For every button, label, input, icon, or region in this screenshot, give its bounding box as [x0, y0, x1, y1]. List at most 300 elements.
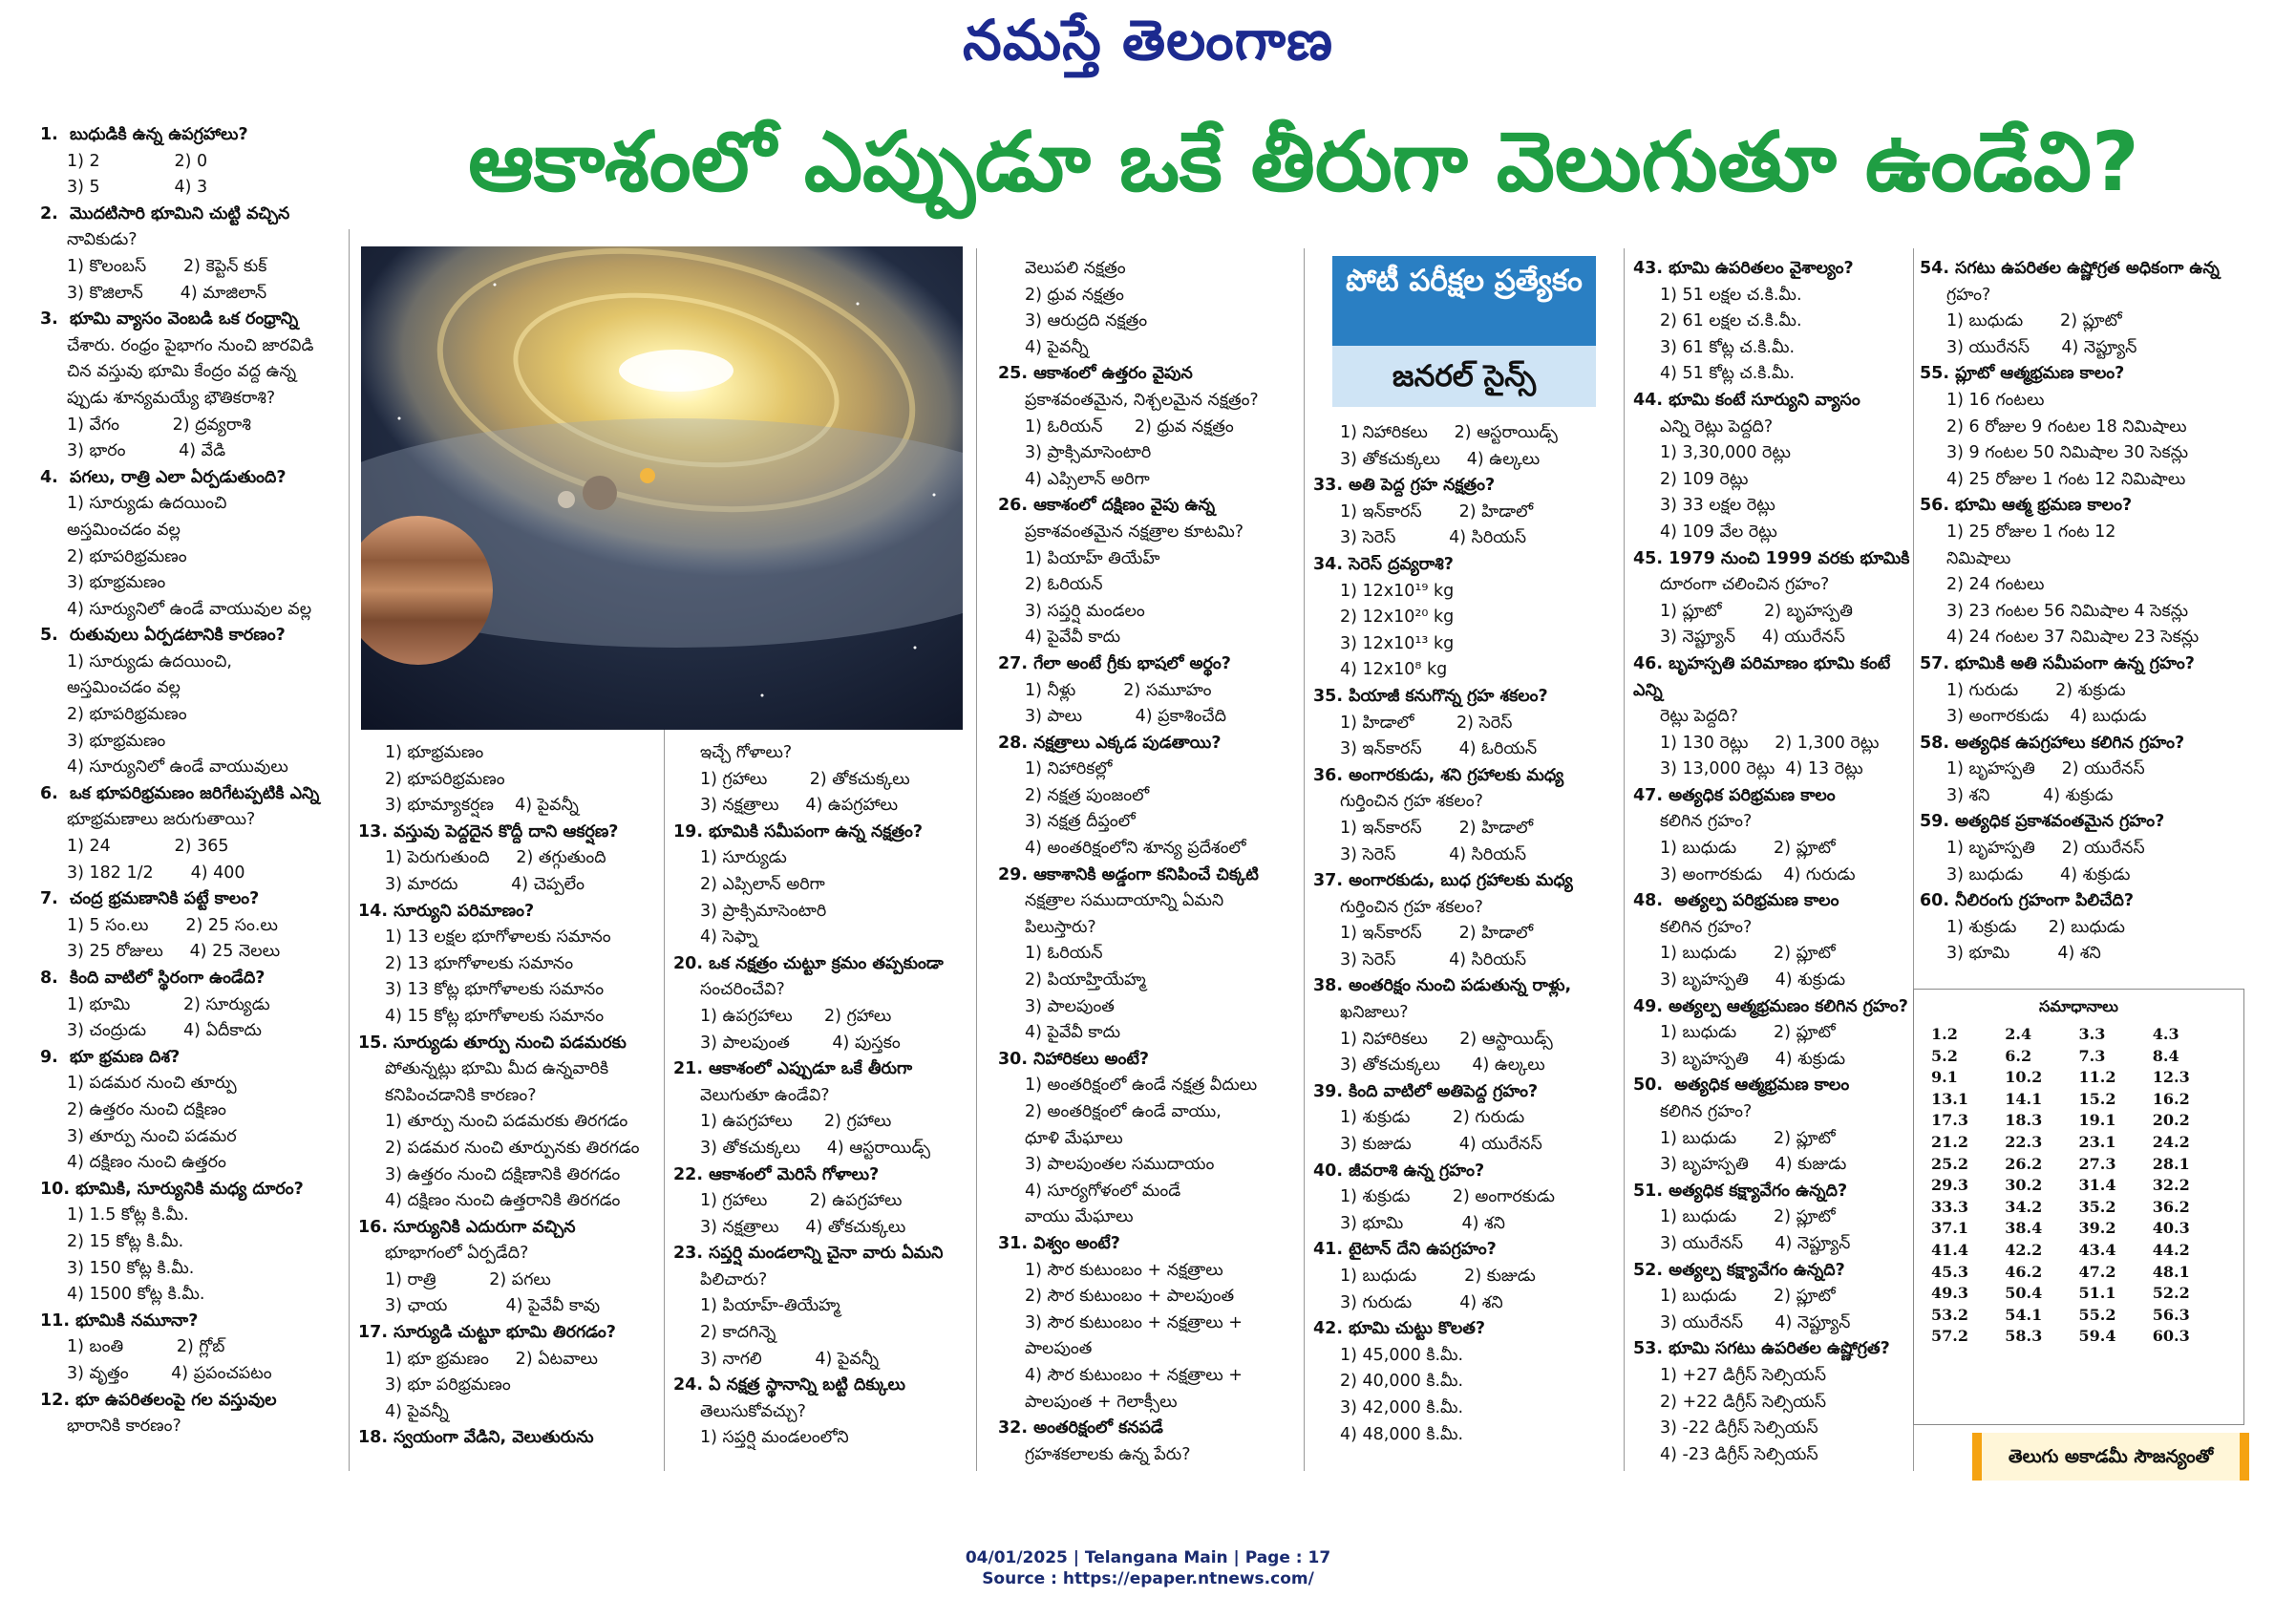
answer-option-line: 1) బుధుడు 2) ప్లూటో [1946, 311, 2122, 331]
answer-option-line: 3) నక్షత్రాలు 4) తోకచుక్కలు [700, 1217, 906, 1237]
question-line: 57. భూమికి అతి సమీపంగా ఉన్న గ్రహం? [1920, 653, 2195, 673]
question-line: నావికుడు? [67, 230, 138, 250]
answer-key: 38.4 [2005, 1219, 2043, 1238]
answer-option-line: 3) భూభ్రమణం [67, 731, 166, 751]
answer-option-line: 1) బుధుడు 2) ప్లూటో [1660, 1287, 1836, 1307]
question-line: ప్రకాశవంతమైన, నిశ్చలమైన నక్షత్రం? [1025, 390, 1259, 410]
question-line: 17. సూర్యుడి చుట్టూ భూమి తిరగడం? [358, 1323, 616, 1343]
question-line: కలిగిన గ్రహం? [1660, 1102, 1753, 1121]
question-line: 19. భూమికి సమీపంగా ఉన్న నక్షత్రం? [673, 821, 924, 842]
answer-option-line: 2) 12x10²⁰ kg [1340, 607, 1455, 628]
answer-option-line: 1) బుధుడు 2) ప్లూటో [1660, 944, 1836, 964]
answer-option-line: 3) ఇన్‌కారస్ 4) ఓరియన్ [1340, 739, 1538, 759]
answer-option-line: 1) సూర్యుడు ఉదయించి, [67, 651, 232, 671]
question-line: చిన వస్తువు భూమి కేంద్రం వద్ద ఉన్న [67, 362, 297, 382]
answer-key: 27.3 [2078, 1154, 2116, 1173]
question-line: దూరంగా చలించిన గ్రహం? [1660, 575, 1830, 595]
answer-key: 51.1 [2078, 1284, 2116, 1303]
answer-key: 45.3 [1931, 1262, 1968, 1281]
footer-source: Source : https://epaper.ntnews.com/ [982, 1569, 1314, 1588]
answer-option-line: 3) మారదు 4) చెప్పలేం [385, 874, 585, 894]
question-line: గుర్తించిన గ్రహ శకలం? [1340, 792, 1483, 812]
answer-option-line: 3) భూభ్రమణం [67, 573, 166, 593]
question-line: గుర్తించిన గ్రహ శకలం? [1340, 897, 1483, 917]
answer-option-line: 1) గురుడు 2) శుక్రుడు [1946, 680, 2126, 700]
answer-option-line: 2) 61 లక్షల చ.కి.మీ. [1660, 311, 1802, 331]
answer-key: 34.2 [2005, 1197, 2043, 1216]
question-line: 16. సూర్యునికి ఎదురుగా వచ్చిన [358, 1217, 576, 1237]
answer-option-line: 3) భూమి 4) శని [1340, 1213, 1505, 1233]
question-line: 59. అత్యధిక ప్రకాశవంతమైన గ్రహం? [1920, 812, 2165, 832]
answer-option-line: 1) పియాహ్ తియేహ్ [1025, 548, 1160, 568]
question-line: 46. బృహస్పతి పరిమాణం భూమి కంటే ఎన్ని [1633, 653, 1897, 700]
answer-key: 7.3 [2078, 1046, 2106, 1065]
question-line: 44. భూమి కంటే సూర్యుని వ్యాసం [1633, 390, 1860, 410]
galaxy-illustration [361, 246, 963, 730]
answer-option-line: 1) +27 డిగ్రీస్ సెల్సియస్ [1660, 1365, 1827, 1385]
question-line: 60. నీలిరంగు గ్రహంగా పిలిచేది? [1920, 891, 2135, 911]
answer-option-line: 3) భారం 4) వేడి [67, 441, 226, 461]
banner-subject: జనరల్ సైన్స్ [1332, 346, 1596, 407]
answer-option-line: అస్తమించడం వల్ల [67, 678, 181, 698]
answer-key: 48.1 [2152, 1262, 2190, 1281]
question-line: 3. భూమి వ్యాసం వెంబడి ఒక రంధ్రాన్ని [40, 309, 299, 330]
answer-key: 6.2 [2005, 1046, 2032, 1065]
answer-option-line: 3) బృహస్పతి 4) శుక్రుడు [1660, 1049, 1846, 1069]
column-divider [1304, 248, 1305, 1471]
answer-option-line: 3) పాలు 4) ప్రకాశించేది [1025, 707, 1226, 727]
answer-option-line: 1) పెరుగుతుంది 2) తగ్గుతుంది [385, 848, 606, 868]
answer-option-line: 1) 2 2) 0 [67, 151, 208, 171]
answer-option-line: 1) ఓరియన్ [1025, 944, 1103, 964]
question-line: 4. పగలు, రాత్రి ఎలా ఏర్పడుతుంది? [40, 467, 287, 487]
answer-option-line: 1) 45,000 కి.మీ. [1340, 1345, 1464, 1365]
question-line: 12. భూ ఉపరితలంపై గల వస్తువుల [40, 1390, 277, 1410]
answer-key: 57.2 [1931, 1327, 1968, 1346]
answer-option-line: 3) ప్రాక్సిమాసెంటారి [1025, 443, 1152, 463]
question-line: 14. సూర్యుని పరిమాణం? [358, 901, 535, 921]
answer-option-line: 2) ఎప్సిలాన్ అరిగా [700, 874, 825, 894]
answer-key: 19.1 [2078, 1111, 2116, 1130]
answer-key: 43.4 [2078, 1240, 2116, 1259]
answer-option-line: 3) 12x10¹³ kg [1340, 633, 1455, 653]
answer-option-line: 4) 15 కోట్ల భూగోళాలకు సమానం [385, 1006, 605, 1026]
answer-option-line: 3) బృహస్పతి 4) కుజుడు [1660, 1155, 1847, 1175]
question-line: 18. స్వయంగా వేడిని, వెలుతురును [358, 1428, 594, 1448]
answer-option-line: 1) భూభ్రమణం [385, 743, 484, 762]
answer-option-line: 4) పైవన్నీ [385, 1401, 449, 1421]
answer-key: 31.4 [2078, 1176, 2116, 1195]
answer-option-line: 3) సెరెస్ 4) సిరియస్ [1340, 528, 1527, 548]
answer-option-line: 3) 33 లక్షల రెట్లు [1660, 496, 1775, 516]
answer-key: 39.2 [2078, 1219, 2116, 1238]
answer-option-line: 3) యురేనస్ 4) నెప్ట్యూన్ [1946, 337, 2137, 357]
question-line: వెలుగుతూ ఉండేవి? [700, 1085, 830, 1105]
answer-option-line: 1) బృహస్పతి 2) యురేనస్ [1946, 839, 2145, 859]
answer-option-line: 4) పైవన్నీ [1025, 337, 1089, 357]
answer-key: 30.2 [2005, 1176, 2043, 1195]
answer-key: 21.2 [1931, 1132, 1968, 1151]
answer-option-line: 1) 51 లక్షల చ.కి.మీ. [1660, 285, 1802, 305]
answer-option-line: 4) ఎప్సిలాన్ అరిగా [1025, 469, 1150, 489]
question-line: 41. టైటాన్ దేని ఉపగ్రహం? [1313, 1240, 1497, 1260]
answer-option-line: 1) నిహారికల్లో [1025, 759, 1113, 779]
answer-option-line: 4) పైవేవీ కాదు [1025, 628, 1120, 648]
question-line: ఖనిజాలు? [1340, 1003, 1409, 1023]
question-line: 40. జీవరాశి ఉన్న గ్రహం? [1313, 1161, 1485, 1181]
question-line: 9. భూ భ్రమణ దిశ? [40, 1047, 181, 1067]
answer-option-line: 3) ఛాయ 4) పైవేవీ కావు [385, 1296, 601, 1316]
answer-option-line: 4) సూర్యగోళంలో మండే [1025, 1181, 1181, 1201]
questions-column-3 [673, 740, 977, 1452]
question-line: 25. ఆకాశంలో ఉత్తరం వైపున [998, 364, 1193, 384]
answer-option-line: 1) గ్రహాలు 2) తోకచుక్కలు [700, 769, 910, 789]
answer-key: 60.3 [2152, 1327, 2190, 1346]
question-line: 45. 1979 నుంచి 1999 వరకు భూమికి [1633, 548, 1910, 568]
answer-key: 15.2 [2078, 1089, 2116, 1108]
questions-column-5 [1313, 420, 1624, 1448]
questions-column-2 [358, 740, 662, 1452]
question-line: 8. కింది వాటిలో స్థిరంగా ఉండేది? [40, 969, 266, 988]
answer-option-line: 4) సెఫ్నా [700, 927, 758, 948]
answer-option-line: 3) యురేనస్ 4) నెప్ట్యూన్ [1660, 1233, 1851, 1253]
answer-option-line: 3) తోకచుక్కలు 4) ఉల్కలు [1340, 1055, 1545, 1076]
answer-option-line: 4) పైవేవీ కాదు [1025, 1023, 1120, 1043]
answer-option-line: 1) సౌర కుటుంబం + నక్షత్రాలు [1025, 1260, 1223, 1280]
answer-option-line: 3) నక్షత్రాలు 4) ఉపగ్రహాలు [700, 796, 899, 816]
question-line: 35. పియాజీ కనుగొన్న గ్రహ శకలం? [1313, 686, 1548, 706]
answer-option-line: 2) ధ్రువ నక్షత్రం [1025, 285, 1124, 305]
answer-option-line: 3) భూమ్యాకర్షణ 4) పైవన్నీ [385, 796, 579, 816]
question-line: ఎన్ని రెట్లు పెద్దది? [1660, 416, 1774, 437]
question-line: పోతున్నట్లు భూమి మీద ఉన్నవారికి [385, 1059, 609, 1079]
questions-column-7 [1920, 256, 2283, 968]
answer-key: 40.3 [2152, 1219, 2190, 1238]
questions-column-6 [1633, 256, 1910, 1468]
answer-key: 2.4 [2005, 1025, 2032, 1043]
answer-key: 1.2 [1931, 1025, 1958, 1043]
answer-option-line: 1) పియాహ్-తియేహ్మ [700, 1296, 840, 1316]
answer-option-line: 1) రాత్రి 2) పగలు [385, 1269, 551, 1289]
footer-date-edition: 04/01/2025 | Telangana Main | Page : 17 [965, 1548, 1331, 1567]
answer-key: 24.2 [2152, 1132, 2190, 1151]
question-line: 58. అత్యధిక ఉపగ్రహాలు కలిగిన గ్రహం? [1920, 733, 2185, 753]
column-divider [349, 229, 350, 1471]
question-line: భారానికి కారణం? [67, 1417, 181, 1437]
answer-option-line: 3) ఆరుద్రది నక్షత్రం [1025, 311, 1148, 331]
answer-key: 10.2 [2005, 1068, 2043, 1087]
answer-option-line: 3) తూర్పు నుంచి పడమర [67, 1126, 237, 1146]
answers-box [1913, 989, 2244, 1425]
answer-option-line: 3) సౌర కుటుంబం + నక్షత్రాలు + [1025, 1312, 1243, 1332]
answer-option-line: 1) ఉపగ్రహాలు 2) గ్రహాలు [700, 1006, 892, 1026]
answer-option-line: 4) 109 వేల రెట్లు [1660, 522, 1777, 542]
answer-key: 36.2 [2152, 1197, 2190, 1216]
question-line: 52. అత్యల్ప కక్ష్యావేగం ఉన్నది? [1633, 1260, 1845, 1280]
answer-option-line: 1) నిహారికలు 2) ఆస్టరాయిడ్స్ [1340, 423, 1558, 442]
question-line: ప్రకాశవంతమైన నక్షత్రాల కూటమి? [1025, 522, 1244, 542]
answer-option-line: 1) శుక్రుడు 2) అంగారకుడు [1340, 1187, 1555, 1207]
answer-option-line: 4) సూర్యునిలో ఉండే వాయువుల వల్ల [67, 599, 312, 619]
answer-option-line: 3) చంద్రుడు 4) ఏదీకాదు [67, 1021, 262, 1041]
answer-option-line: 1) భూమి 2) సూర్యుడు [67, 994, 270, 1014]
question-line: 10. భూమికి, సూర్యునికి మధ్య దూరం? [40, 1179, 304, 1199]
question-line: 37. అంగారకుడు, బుధ గ్రహాలకు మధ్య [1313, 871, 1573, 891]
answer-key: 42.2 [2005, 1240, 2043, 1259]
answer-option-line: 1) పడమర నుంచి తూర్పు [67, 1074, 237, 1094]
question-line: పిలిచారు? [700, 1269, 768, 1289]
question-line: భూభాగంలో ఏర్పడేది? [385, 1244, 529, 1264]
answer-option-line: 1) బుధుడు 2) ప్లూటో [1660, 1128, 1836, 1148]
answer-option-line: 1) వేగం 2) ద్రవ్యరాశి [67, 415, 251, 435]
answer-key: 17.3 [1931, 1111, 1968, 1130]
answer-option-line: 3) వృత్తం 4) ప్రపంచపటం [67, 1363, 272, 1383]
answer-option-line: 3) బుధుడు 4) శుక్రుడు [1946, 864, 2131, 884]
banner-title: పోటీ పరీక్షల ప్రత్యేకం [1332, 256, 1596, 346]
answer-option-line: 1) 130 రెట్లు 2) 1,300 రెట్లు [1660, 733, 1880, 753]
answer-key: 20.2 [2152, 1111, 2190, 1130]
answer-option-line: 4) దక్షిణం నుంచి ఉత్తరానికి తిరగడం [385, 1191, 621, 1211]
question-line: చేశారు. రంధ్రం పైభాగం నుంచి జారవిడి [67, 335, 314, 355]
answer-option-line: 2) భూపరిభ్రమణం [67, 705, 187, 725]
answer-option-line: 1) సప్తర్షి మండలంలోని [700, 1428, 849, 1448]
answer-option-line: 3) కుజుడు 4) యురేనస్ [1340, 1135, 1542, 1155]
answer-option-line: 1) బుధుడు 2) ప్లూటో [1660, 1023, 1836, 1043]
answer-option-line: 3) నెప్ట్యూన్ 4) యురేనస్ [1660, 628, 1845, 648]
question-line: 42. భూమి చుట్టు కొలత? [1313, 1319, 1486, 1339]
answer-key: 32.2 [2152, 1176, 2190, 1195]
answer-option-line: 1) 16 గంటలు [1946, 390, 2045, 410]
answer-option-line: 1) శుక్రుడు 2) గురుడు [1340, 1108, 1525, 1128]
question-line: 6. ఒక భూపరిభ్రమణం జరిగేటప్పటికి ఎన్ని [40, 783, 320, 803]
answer-option-line: ధూళి మేఘాలు [1025, 1128, 1123, 1148]
question-line: కలిగిన గ్రహం? [1660, 812, 1753, 832]
answer-option-line: 3) సప్తర్షి మండలం [1025, 601, 1145, 621]
question-line: 29. ఆకాశానికి అడ్డంగా కనిపించే చిక్కటి [998, 864, 1259, 884]
answer-option-line: 1) 13 లక్షల భూగోళాలకు సమానం [385, 927, 611, 948]
answer-option-line: 3) బృహస్పతి 4) శుక్రుడు [1660, 970, 1846, 991]
question-line: 50. అత్యధిక ఆత్మభ్రమణ కాలం [1633, 1076, 1850, 1096]
answer-key: 59.4 [2078, 1327, 2116, 1346]
answer-option-line: 1) 1.5 కోట్ల కి.మీ. [67, 1205, 189, 1225]
answer-key: 23.1 [2078, 1132, 2116, 1151]
answer-key: 55.2 [2078, 1305, 2116, 1324]
answer-option-line: 4) అంతరిక్షంలోని శూన్య ప్రదేశంలో [1025, 839, 1246, 859]
answer-option-line: 3) 42,000 కి.మీ. [1340, 1397, 1464, 1417]
answer-key: 5.2 [1931, 1046, 1958, 1065]
question-line: 5. రుతువులు ఏర్పడటానికి కారణం? [40, 626, 286, 646]
answer-option-line: 3) 13 కోట్ల భూగోళాలకు సమానం [385, 980, 605, 1000]
question-line: 48. అత్యల్ప పరిభ్రమణ కాలం [1633, 891, 1839, 911]
question-line: 53. భూమి సగటు ఉపరితల ఉష్ణోగ్రత? [1633, 1339, 1890, 1359]
question-line: కనిపించడానికి కారణం? [385, 1085, 537, 1105]
question-line: 51. అత్యధిక కక్ష్యావేగం ఉన్నది? [1633, 1181, 1848, 1201]
question-line: 32. అంతరిక్షంలో కనపడే [998, 1418, 1163, 1438]
answer-option-line: వెలుపలి నక్షత్రం [1025, 259, 1126, 278]
question-line: 31. విశ్వం అంటే? [998, 1233, 1120, 1253]
answer-key: 28.1 [2152, 1154, 2190, 1173]
answer-option-line: 2) సౌర కుటుంబం + పాలపుంత [1025, 1287, 1235, 1307]
answer-option-line: 2) పియాహ్తియేహ్మ [1025, 970, 1146, 991]
answer-option-line: 3) 25 రోజులు 4) 25 నెలలు [67, 942, 281, 962]
column-divider [1624, 248, 1625, 1471]
question-line: 28. నక్షత్రాలు ఎక్కడ పుడతాయి? [998, 733, 1222, 753]
question-line: 27. గేలా అంటే గ్రీకు భాషలో అర్థం? [998, 653, 1231, 673]
answer-option-line: 3) 150 కోట్ల కి.మీ. [67, 1258, 195, 1278]
question-line: పిలుస్తారు? [1025, 917, 1096, 937]
answer-key: 46.2 [2005, 1262, 2043, 1281]
answer-option-line: 4) 24 గంటల 37 నిమిషాల 23 సెకన్లు [1946, 628, 2200, 648]
answer-option-line: 1) బుధుడు 2) ప్లూటో [1660, 1207, 1836, 1227]
answer-option-line: 1) నిహారికలు 2) ఆస్టాయిడ్స్ [1340, 1029, 1553, 1049]
answer-option-line: 3) 13,000 రెట్లు 4) 13 రెట్లు [1660, 759, 1863, 779]
question-line: గ్రహశకలాలకు ఉన్న పేరు? [1025, 1444, 1191, 1464]
answer-option-line: 1) ఇన్‌కారస్ 2) హిడాలో [1340, 501, 1534, 522]
answer-key: 56.3 [2152, 1305, 2190, 1324]
answer-option-line: 1) తూర్పు నుంచి పడమరకు తిరగడం [385, 1112, 628, 1132]
answer-option-line: పాలపుంత + గెలాక్సీలు [1025, 1392, 1178, 1412]
masthead-logo: నమస్తే తెలంగాణ [963, 8, 1333, 73]
answer-option-line: 4) దక్షిణం నుంచి ఉత్తరం [67, 1153, 226, 1173]
answer-option-line: 1) ఇన్‌కారస్ 2) హిడాలో [1340, 924, 1534, 944]
answer-option-line: 1) భూ భ్రమణం 2) ఏటవాలు [385, 1349, 598, 1369]
question-line: 2. మొదటిసారి భూమిని చుట్టి వచ్చిన [40, 203, 290, 224]
answer-option-line: 3) భూమి 4) శని [1946, 944, 2101, 964]
answer-option-line: 3) తోకచుక్కలు 4) ఉల్కలు [1340, 449, 1541, 469]
answer-option-line: 1) ప్లూటో 2) బృహస్పతి [1660, 601, 1853, 621]
answer-key: 52.2 [2152, 1284, 2190, 1303]
answer-option-line: 3) కొజిలాన్ 4) మాజిలాన్ [67, 283, 267, 303]
question-line: 22. ఆకాశంలో మెరిసే గోళాలు? [673, 1164, 880, 1184]
question-line: 49. అత్యల్ప ఆత్మభ్రమణం కలిగిన గ్రహం? [1633, 996, 1908, 1016]
question-line: 15. సూర్యుడు తూర్పు నుంచి పడమరకు [358, 1033, 627, 1053]
question-line: 55. ప్లూటో ఆత్మభ్రమణ కాలం? [1920, 364, 2125, 384]
answer-option-line: 3) తోకచుక్కలు 4) ఆస్టరాయిడ్స్ [700, 1138, 930, 1158]
answer-option-line: 2) 15 కోట్ల కి.మీ. [67, 1231, 184, 1251]
section-banner [1332, 256, 1596, 407]
answer-key: 22.3 [2005, 1132, 2043, 1151]
answer-key: 11.2 [2078, 1068, 2116, 1087]
question-line: 56. భూమి ఆత్మ భ్రమణ కాలం? [1920, 496, 2133, 516]
page-footer [0, 1547, 2296, 1589]
answer-option-line: 1) కొలంబస్ 2) కెప్టెన్ కుక్ [67, 256, 267, 276]
answer-key: 26.2 [2005, 1154, 2043, 1173]
answer-option-line: 3) ఉత్తరం నుంచి దక్షిణానికి తిరగడం [385, 1164, 621, 1184]
question-line: 1. బుధుడికి ఉన్న ఉపగ్రహాలు? [40, 125, 248, 144]
answer-option-line: 3) గురుడు 4) శని [1340, 1292, 1503, 1312]
answer-key: 25.2 [1931, 1154, 1968, 1173]
answer-option-line: 4) 1500 కోట్ల కి.మీ. [67, 1285, 205, 1305]
question-line: 23. సప్తర్షి మండలాన్ని చైనా వారు ఏమని [673, 1244, 944, 1264]
answer-option-line: 1) బంతి 2) గ్లోబ్ [67, 1337, 225, 1357]
question-line: 43. భూమి ఉపరితలం వైశాల్యం? [1633, 259, 1854, 278]
answer-option-line: 1) 3,30,000 రెట్లు [1660, 443, 1791, 463]
answer-key: 12.3 [2152, 1068, 2190, 1087]
answer-option-line: 1) 24 2) 365 [67, 837, 229, 857]
answer-key: 16.2 [2152, 1089, 2190, 1108]
answer-option-line: 1) బుధుడు 2) కుజుడు [1340, 1267, 1536, 1286]
answer-key: 29.3 [1931, 1176, 1968, 1195]
answer-option-line: 2) ఉత్తరం నుంచి దక్షిణం [67, 1099, 226, 1119]
answer-option-line: 2) అంతరిక్షంలో ఉండే వాయు, [1025, 1102, 1222, 1121]
question-line: రెట్లు పెద్దది? [1660, 707, 1738, 727]
answer-option-line: 4) 12x10⁸ kg [1340, 660, 1448, 680]
answer-option-line: 4) 51 కోట్ల చ.కి.మీ. [1660, 364, 1796, 384]
answer-option-line: 1) నీళ్లు 2) సమూహం [1025, 680, 1212, 700]
answer-option-line: 1) ఇన్‌కారస్ 2) హిడాలో [1340, 818, 1534, 838]
question-line: 30. నిహారికలు అంటే? [998, 1049, 1150, 1069]
answer-option-line: 3) అంగారకుడు 4) బుధుడు [1946, 707, 2147, 727]
answer-option-line: 1) ఓరియన్ 2) ధ్రువ నక్షత్రం [1025, 416, 1234, 437]
answer-option-line: 3) శని 4) శుక్రుడు [1946, 785, 2114, 805]
answer-key: 3.3 [2078, 1025, 2106, 1043]
answer-option-line: 3) అంగారకుడు 4) గురుడు [1660, 864, 1856, 884]
answer-option-line: 3) భూ పరిభ్రమణం [385, 1375, 511, 1396]
answer-option-line: 1) శుక్రుడు 2) బుధుడు [1946, 917, 2125, 937]
question-line: 36. అంగారకుడు, శని గ్రహాలకు మధ్య [1313, 765, 1564, 785]
answer-option-line: 4) సౌర కుటుంబం + నక్షత్రాలు + [1025, 1365, 1243, 1385]
answer-option-line: 2) 24 గంటలు [1946, 575, 2045, 595]
answer-option-line: 1) 5 సం.లు 2) 25 సం.లు [67, 915, 278, 935]
answer-key: 49.3 [1931, 1284, 1968, 1303]
answer-key: 13.1 [1931, 1089, 1968, 1108]
answer-option-line: పాలపుంత [1025, 1339, 1093, 1359]
question-line: సంచరించేవి? [700, 980, 785, 1000]
answer-option-line: 3) ప్రాక్సిమాసెంటారి [700, 901, 827, 921]
question-line: 47. అత్యధిక పరిభ్రమణ కాలం [1633, 785, 1836, 805]
question-line: ఇచ్చే గోళాలు? [700, 743, 793, 762]
answer-key: 53.2 [1931, 1305, 1968, 1324]
answer-option-line: 2) భూపరిభ్రమణం [67, 546, 187, 566]
answer-option-line: 3) 182 1/2 4) 400 [67, 863, 245, 883]
question-line: తెలుసుకోవచ్చు? [700, 1401, 806, 1421]
answer-key: 4.3 [2152, 1025, 2179, 1043]
answer-option-line: 2) భూపరిభ్రమణం [385, 769, 505, 789]
answer-option-line: 2) కాదగిన్నె [700, 1323, 776, 1343]
answer-option-line: 1) అంతరిక్షంలో ఉండే నక్షత్ర వీదులు [1025, 1076, 1258, 1096]
answer-option-line: 2) నక్షత్ర పుంజంలో [1025, 785, 1150, 805]
answer-option-line: 3) పాలపుంత [1025, 996, 1115, 1016]
answer-key: 33.3 [1931, 1197, 1968, 1216]
answer-option-line: 2) 109 రెట్లు [1660, 469, 1749, 489]
answer-key: 8.4 [2152, 1046, 2179, 1065]
question-line: 24. ఏ నక్షత్ర స్థానాన్ని బట్టి దిక్కులు [673, 1375, 905, 1396]
answer-key: 37.1 [1931, 1219, 1968, 1238]
answer-key: 44.2 [2152, 1240, 2190, 1259]
question-line: కలిగిన గ్రహం? [1660, 917, 1753, 937]
answer-option-line: 1) 12x10¹⁹ kg [1340, 581, 1455, 601]
answer-option-line: 3) యురేనస్ 4) నెప్ట్యూన్ [1660, 1312, 1851, 1332]
answer-option-line: 1) బుధుడు 2) ప్లూటో [1660, 839, 1836, 859]
answer-option-line: 2) +22 డిగ్రీస్ సెల్సియస్ [1660, 1392, 1827, 1412]
answer-option-line: 3) సెరెస్ 4) సిరియస్ [1340, 844, 1527, 864]
answer-key: 54.1 [2005, 1305, 2043, 1324]
answer-option-line: 1) ఉపగ్రహాలు 2) గ్రహాలు [700, 1112, 892, 1132]
question-line: 13. వస్తువు పెద్దదైన కొద్దీ దాని ఆకర్షణ? [358, 821, 619, 842]
answer-option-line: 2) 6 రోజుల 9 గంటల 18 నిమిషాలు [1946, 416, 2187, 437]
answer-option-line: 3) 23 గంటల 56 నిమిషాల 4 సెకన్లు [1946, 601, 2189, 621]
question-line: 26. ఆకాశంలో దక్షిణం వైపు ఉన్న [998, 496, 1216, 516]
question-line: 54. సగటు ఉపరితల ఉష్ణోగ్రత అధికంగా ఉన్న [1920, 259, 2220, 278]
questions-column-1 [40, 122, 346, 1440]
answer-option-line: 3) నాగలి 4) పైవన్నీ [700, 1349, 880, 1369]
question-line: 38. అంతరిక్షం నుంచి పడుతున్న రాళ్లు, [1313, 976, 1572, 996]
answer-key: 47.2 [2078, 1262, 2116, 1281]
answer-option-line: 1) 25 రోజుల 1 గంట 12 [1946, 522, 2116, 542]
answer-key: 14.1 [2005, 1089, 2043, 1108]
questions-column-4 [998, 256, 1304, 1468]
question-line: నక్షత్రాల సముదాయాన్ని ఏమని [1025, 891, 1224, 911]
